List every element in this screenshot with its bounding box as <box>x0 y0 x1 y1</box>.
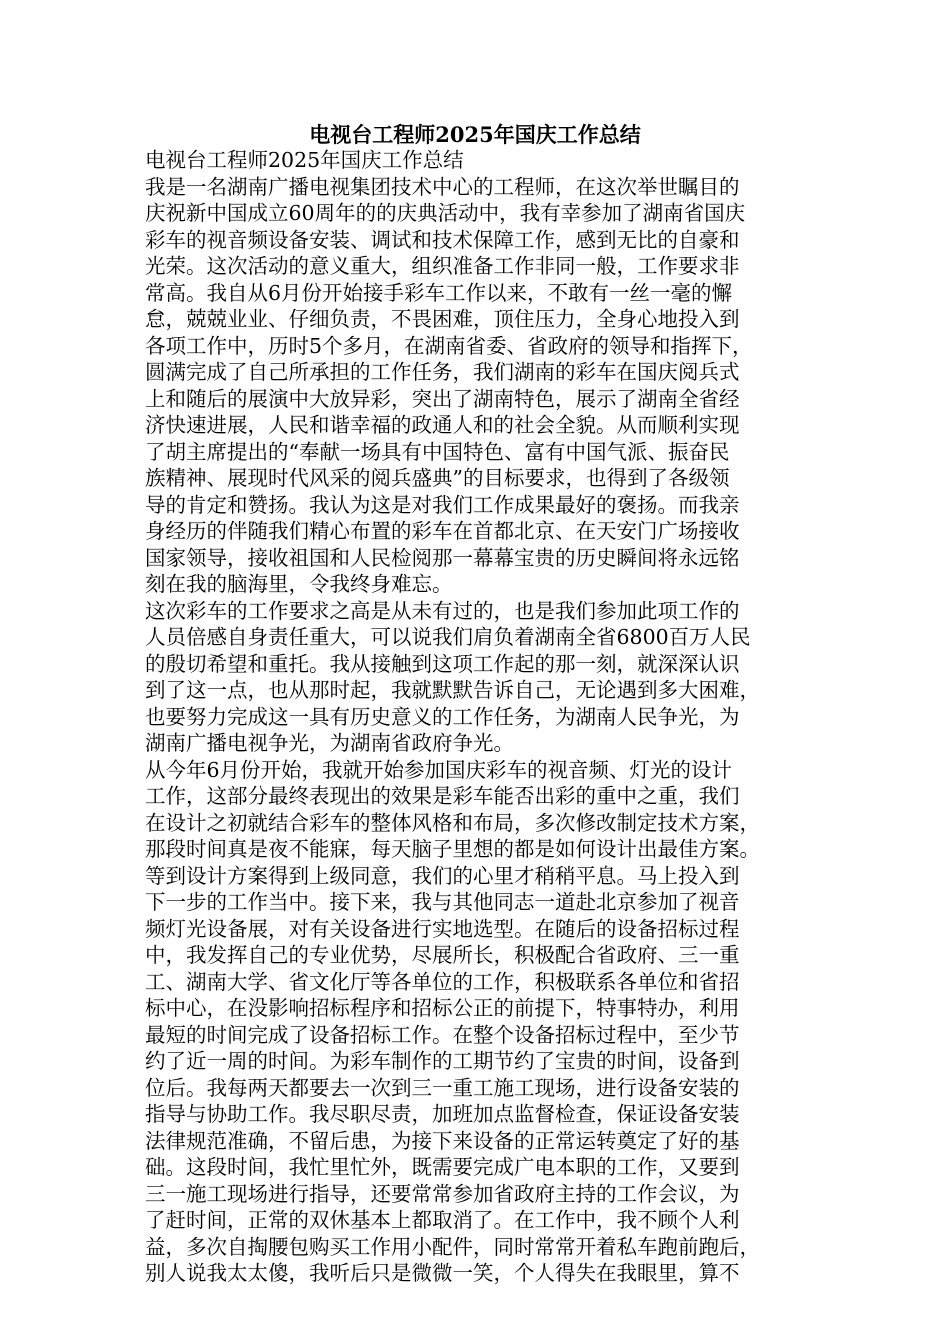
text-line: 也要努力完成这一具有历史意义的工作任务，为湖南人民争光，为 <box>145 704 740 729</box>
text-line: 三一施工现场进行指导，还要常常参加省政府主持的工作会议，为 <box>145 1181 740 1206</box>
text-line: 最短的时间完成了设备招标工作。在整个设备招标过程中，至少节 <box>145 1022 740 1047</box>
text-line: 上和随后的展演中大放异彩，突出了湖南特色，展示了湖南全省经 <box>145 386 740 411</box>
text-line: 庆祝新中国成立60周年的的庆典活动中，我有幸参加了湖南省国庆 <box>145 201 746 225</box>
text-line: 在设计之初就结合彩车的整体风格和布局，多次修改制定技术方案， <box>145 810 760 835</box>
text-line: 工、湖南大学、省文化厅等各单位的工作，积极联系各单位和省招 <box>145 969 740 994</box>
text-line: 到了这一点，也从那时起，我就默默告诉自己，无论遇到多大困难， <box>145 678 760 702</box>
text-line: 怠，兢兢业业、仔细负责，不畏困难，顶住压力，全身心地投入到 <box>145 307 740 331</box>
text-line: 这次彩车的工作要求之高是从未有过的，也是我们参加此项工作的 <box>145 598 740 623</box>
text-line: 光荣。这次活动的意义重大，组织准备工作非同一般，工作要求非 <box>145 254 740 278</box>
text-line: 约了近一周的时间。为彩车制作的工期节约了宝贵的时间，设备到 <box>145 1049 740 1073</box>
text-line: 益，多次自掏腰包购买工作用小配件，同时常常开着私车跑前跑后， <box>145 1234 760 1259</box>
text-line: 电视台工程师2025年国庆工作总结 <box>145 148 464 172</box>
text-line: 刻在我的脑海里，令我终身难忘。 <box>145 572 453 596</box>
text-line: 从今年6月份开始，我就开始参加国庆彩车的视音频、灯光的设计 <box>145 757 733 782</box>
text-line: 了胡主席提出的“奉献一场具有中国特色、富有中国气派、振奋民 <box>145 439 730 464</box>
text-line: 彩车的视音频设备安装、调试和技术保障工作，感到无比的自豪和 <box>145 227 740 252</box>
text-line: 指导与协助工作。我尽职尽责，加班加点监督检查，保证设备安装 <box>145 1102 740 1126</box>
text-line: 圆满完成了自己所承担的工作任务，我们湖南的彩车在国庆阅兵式 <box>145 360 740 384</box>
text-line: 中，我发挥自己的专业优势，尽展所长，积极配合省政府、三一重 <box>145 943 740 967</box>
text-line: 频灯光设备展，对有关设备进行实地选型。在随后的设备招标过程 <box>145 916 740 941</box>
text-line: 了赶时间，正常的双休基本上都取消了。在工作中，我不顾个人利 <box>145 1208 740 1232</box>
text-line: 下一步的工作当中。接下来，我与其他同志一道赴北京参加了视音 <box>145 890 740 914</box>
text-line: 工作，这部分最终表现出的效果是彩车能否出彩的重中之重，我们 <box>145 784 740 808</box>
text-line: 法律规范准确，不留后患，为接下来设备的正常运转奠定了好的基 <box>145 1128 740 1153</box>
text-line: 那段时间真是夜不能寐，每天脑子里想的都是如何设计出最佳方案。 <box>145 837 760 861</box>
text-line: 标中心，在没影响招标程序和招标公正的前提下，特事特办，利用 <box>145 996 740 1020</box>
text-line: 各项工作中，历时5个多月，在湖南省委、省政府的领导和指挥下， <box>145 333 753 358</box>
text-line: 我是一名湖南广播电视集团技术中心的工程师，在这次举世瞩目的 <box>145 174 740 199</box>
document-title: 电视台工程师2025年国庆工作总结 <box>309 122 641 147</box>
text-line: 国家领导，接收祖国和人民检阅那一幕幕宝贵的历史瞬间将永远铭 <box>145 545 740 570</box>
text-line: 的殷切希望和重托。我从接触到这项工作起的那一刻，就深深认识 <box>145 651 740 676</box>
text-line: 等到设计方案得到上级同意，我们的心里才稍稍平息。马上投入到 <box>145 863 740 888</box>
text-line: 湖南广播电视争光，为湖南省政府争光。 <box>145 731 514 755</box>
text-line: 别人说我太太傻，我听后只是微微一笑，个人得失在我眼里，算不 <box>145 1261 740 1285</box>
text-line: 导的肯定和赞扬。我认为这是对我们工作成果最好的褒扬。而我亲 <box>145 492 740 517</box>
text-line: 族精神、展现时代风采的阅兵盛典”的目标要求，也得到了各级领 <box>145 466 730 490</box>
text-line: 常高。我自从6月份开始接手彩车工作以来，不敢有一丝一毫的懈 <box>145 280 733 305</box>
text-line: 础。这段时间，我忙里忙外，既需要完成广电本职的工作，又要到 <box>145 1155 740 1179</box>
document-body <box>145 147 805 1287</box>
text-line: 位后。我每两天都要去一次到三一重工施工现场，进行设备安装的 <box>145 1075 740 1100</box>
text-line: 济快速进展，人民和谐幸福的政通人和的社会全貌。从而顺利实现 <box>145 413 740 437</box>
text-line: 人员倍感自身责任重大，可以说我们肩负着湖南全省6800百万人民 <box>145 625 751 649</box>
text-line: 身经历的伴随我们精心布置的彩车在首都北京、在天安门广场接收 <box>145 519 740 543</box>
